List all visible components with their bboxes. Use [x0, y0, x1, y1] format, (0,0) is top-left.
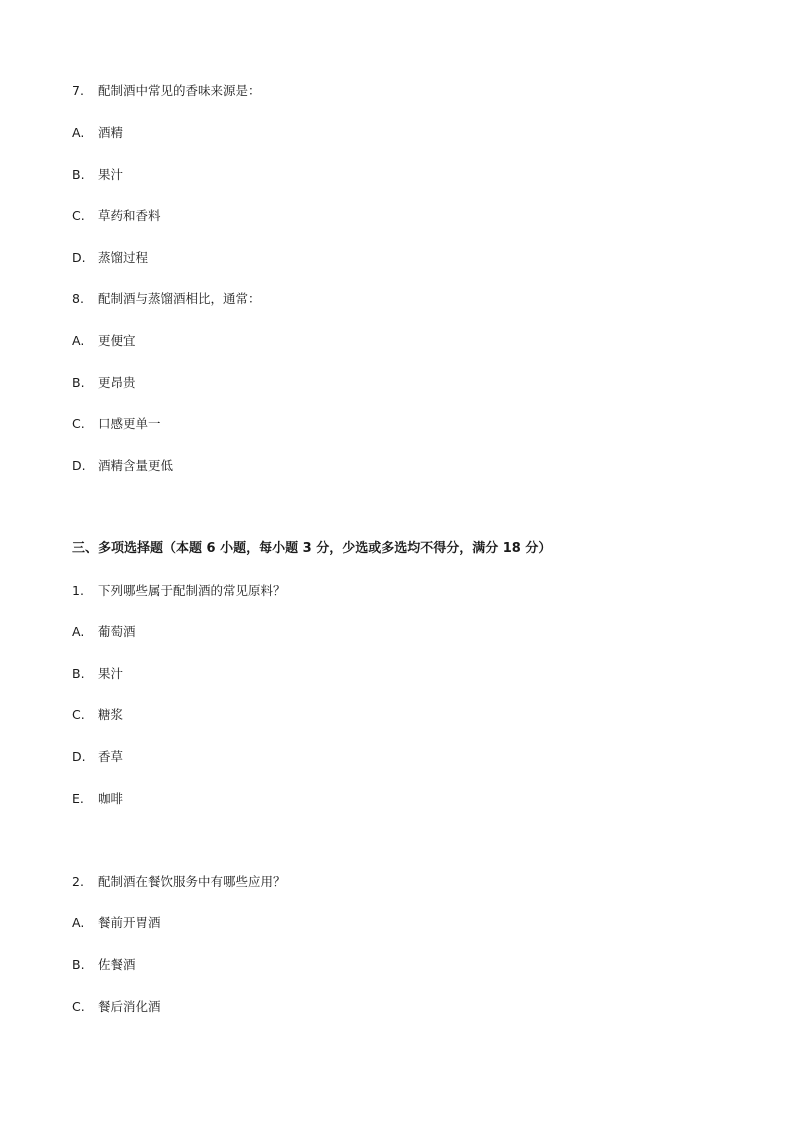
option-b	[72, 956, 136, 974]
option-label: D.	[72, 458, 86, 473]
section-heading: 三、多项选择题（本题 6 小题，每小题 3 分，少选或多选均不得分，满分 18 分）	[72, 541, 552, 556]
question-text: 配制酒与蒸馏酒相比，通常：	[97, 291, 261, 306]
question-8	[72, 290, 261, 308]
option-text: 草药和香料	[97, 208, 161, 223]
option-text: 餐前开胃酒	[97, 915, 161, 930]
option-label: B.	[72, 167, 85, 182]
option-a	[72, 623, 136, 641]
option-label: B.	[72, 957, 85, 972]
option-c	[72, 706, 123, 724]
question-number: 7.	[72, 83, 84, 98]
option-b	[72, 665, 123, 683]
question-number: 2.	[72, 874, 84, 889]
option-e	[72, 790, 123, 808]
question-number: 1.	[72, 583, 84, 598]
question-text: 配制酒中常见的香味来源是：	[97, 83, 261, 98]
question-7	[72, 82, 261, 100]
option-text: 糖浆	[97, 707, 123, 722]
question-number: 8.	[72, 291, 84, 306]
option-label: A.	[72, 624, 85, 639]
option-text: 果汁	[97, 167, 123, 182]
option-a	[72, 332, 136, 350]
option-label: A.	[72, 125, 85, 140]
question-1	[72, 582, 286, 600]
option-text: 餐后消化酒	[97, 999, 161, 1014]
option-text: 葡萄酒	[97, 624, 136, 639]
option-c	[72, 207, 161, 225]
option-label: A.	[72, 333, 85, 348]
option-text: 香草	[97, 749, 123, 764]
option-label: C.	[72, 707, 85, 722]
option-a	[72, 914, 161, 932]
option-label: B.	[72, 666, 85, 681]
option-d	[72, 457, 173, 475]
option-c	[72, 998, 161, 1016]
option-b	[72, 166, 123, 184]
option-text: 酒精含量更低	[97, 458, 173, 473]
option-label: C.	[72, 208, 85, 223]
option-text: 口感更单一	[97, 416, 161, 431]
option-label: D.	[72, 250, 86, 265]
option-a	[72, 124, 123, 142]
option-label: D.	[72, 749, 86, 764]
option-c	[72, 415, 161, 433]
option-label: B.	[72, 375, 85, 390]
option-b	[72, 374, 136, 392]
option-text: 咖啡	[97, 791, 123, 806]
option-d	[72, 748, 123, 766]
option-label: C.	[72, 999, 85, 1014]
option-text: 更便宜	[97, 333, 136, 348]
option-text: 佐餐酒	[97, 957, 136, 972]
option-text: 酒精	[97, 125, 123, 140]
option-d	[72, 249, 148, 267]
option-label: A.	[72, 915, 85, 930]
option-text: 蒸馏过程	[97, 250, 148, 265]
question-text: 配制酒在餐饮服务中有哪些应用？	[97, 874, 286, 889]
option-label: E.	[72, 791, 84, 806]
option-text: 更昂贵	[97, 375, 136, 390]
question-2	[72, 873, 286, 891]
option-text: 果汁	[97, 666, 123, 681]
question-text: 下列哪些属于配制酒的常见原料？	[97, 583, 286, 598]
option-label: C.	[72, 416, 85, 431]
